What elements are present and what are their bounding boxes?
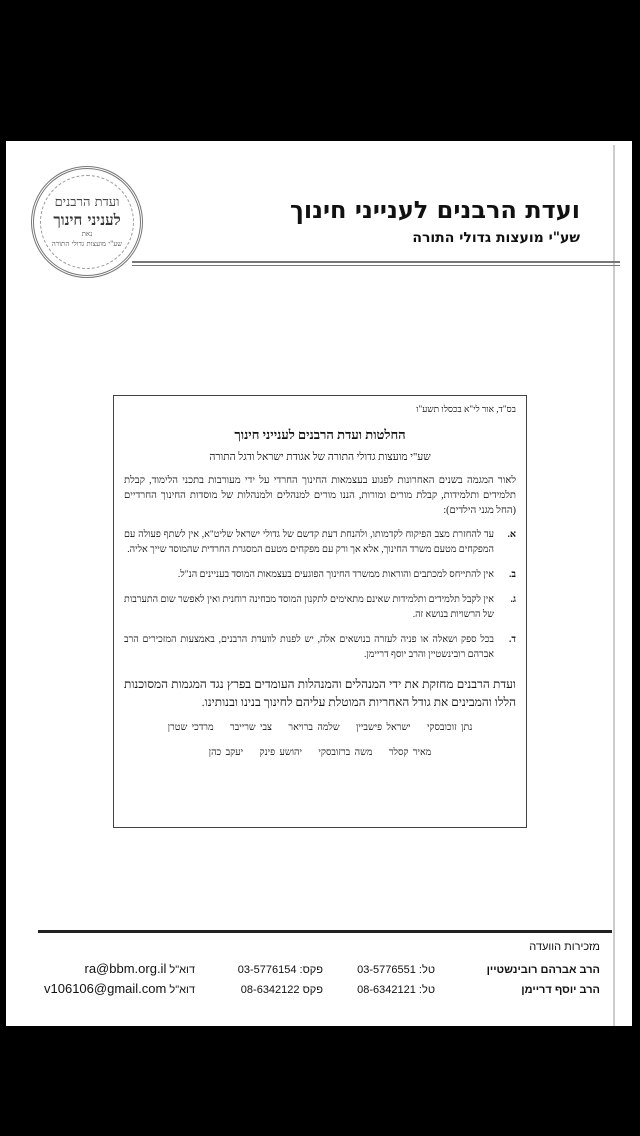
letter-conclusion: ועדת הרבנים מחזקת את ידי המנהלים והמנהלות העומדים בפרץ נגד המגמות המסוכנות הללו והמבינים את גודל האחריות המוטלת עליהם לחינוך בנינו ובנותינו. (124, 677, 516, 709)
letterhead-subtitle: שע"י מועצות גדולי התורה (412, 230, 580, 246)
contact-email[interactable]: v106106@gmail.com (44, 981, 167, 996)
contact-phone: טל: 08-6342121 (357, 984, 435, 996)
item-label: ד. (509, 635, 516, 645)
list-item (124, 633, 516, 663)
signature: ישראל פישביין (355, 723, 411, 733)
item-text: אין להתייחס למכתבים והוראות ממשרד החינוך הפוגעים בעצמאות המוסד בעניינים הנ"ל. (177, 570, 494, 580)
item-label: א. (507, 530, 516, 540)
letter-date: בס"ד, אור לי"א בכסלו תשע"ו (416, 404, 516, 414)
list-item (124, 568, 516, 583)
document-page (6, 141, 632, 1026)
contact-email-group (40, 961, 195, 976)
contact-name: הרב יוסף דריימן (521, 984, 600, 996)
contact-name: הרב אברהם רובינשטיין (486, 964, 600, 976)
seal-inner-ring (40, 175, 134, 269)
seal-text-middle: לעניני חינוך (53, 211, 121, 229)
contact-fax: פקס 08-6342122 (240, 984, 323, 996)
footer-contacts (40, 941, 600, 1001)
footer-heading: מזכירות הוועדה (529, 941, 600, 953)
signatures-row-1 (124, 721, 516, 736)
item-label: ג. (510, 595, 516, 605)
item-text: אין לקבל תלמידים ותלמידות שאינם מתאימים לתקנון המוסד מבחינה רוחנית ואין לאפשר שום התערבות של הרשויות בנושא זה. (124, 595, 494, 620)
list-item (124, 593, 516, 623)
committee-seal (31, 166, 143, 278)
list-item (124, 528, 516, 558)
signature: משה ברזובסקי (318, 748, 373, 758)
email-label: דוא"ל (169, 984, 195, 996)
signature: מאיר קסלר (388, 748, 432, 758)
email-label: דוא"ל (169, 964, 195, 976)
contact-row (40, 981, 600, 1001)
signature: יהושע פינק (259, 748, 302, 758)
signatures-row-2 (124, 746, 516, 761)
seal-mark: נאת (81, 230, 93, 238)
signature: מרדכי שטרן (167, 723, 214, 733)
signature: צבי שרייבר (229, 723, 273, 733)
item-label: ב. (509, 570, 516, 580)
letterhead-divider (132, 261, 620, 266)
contact-row (40, 961, 600, 981)
letter-subtitle: שע"י מועצות גדולי התורה של אגודת ישראל ודגל התורה (209, 452, 431, 463)
item-text: בכל ספק ושאלה או פניה לעזרה בנושאים אלה, יש לפנות לוועדת הרבנים, באמצעות המזכירים הרב אברהם רובינשטיין והרב יוסף דריימן. (124, 635, 494, 660)
page-edge-line (613, 145, 615, 1026)
signature: שלמה ברויאר (288, 723, 340, 733)
seal-text-top: ועדת הרבנים (54, 195, 120, 210)
letterhead-title: ועדת הרבנים לענייני חינוך (289, 196, 580, 224)
contact-email[interactable]: ra@bbm.org.il (84, 961, 167, 976)
seal-text-bottom: שע"י מועצות גדולי התורה (51, 240, 123, 248)
signature: יעקב כהן (208, 748, 244, 758)
letter-box (113, 395, 527, 828)
item-text: עד להחזרת מצב הפיקוח לקדמותו, ולהנחת דעת קדשם של גדולי ישראל שליט"א, אין לשתף פעולה עם המפקחים מטעם משרד החינוך, אלא אך ורק עם מפקחים מטעם המסגרת החרדית שהמוסד שייך אליה. (124, 530, 494, 555)
contact-email-group (40, 981, 195, 996)
signature: נתן זוכובסקי (426, 723, 473, 733)
letter-title: החלטות ועדת הרבנים לענייני חינוך (234, 427, 406, 442)
footer-divider (38, 930, 612, 933)
contact-phone: טל: 03-5776551 (357, 964, 435, 976)
letter-intro: לאור המגמה בשנים האחרונות לפגוע בעצמאות החינוך החרדי על ידי מעורבות בתכני הלימוד, קבלת תלמידים ותלמידות, קבלת מורים ומורות, הננו מורים למנהלים ולמנהלות של מוסדות החינוך החרדיים (החל מגני הילדים): (124, 475, 516, 516)
contact-fax: פקס: 03-5776154 (237, 964, 323, 976)
